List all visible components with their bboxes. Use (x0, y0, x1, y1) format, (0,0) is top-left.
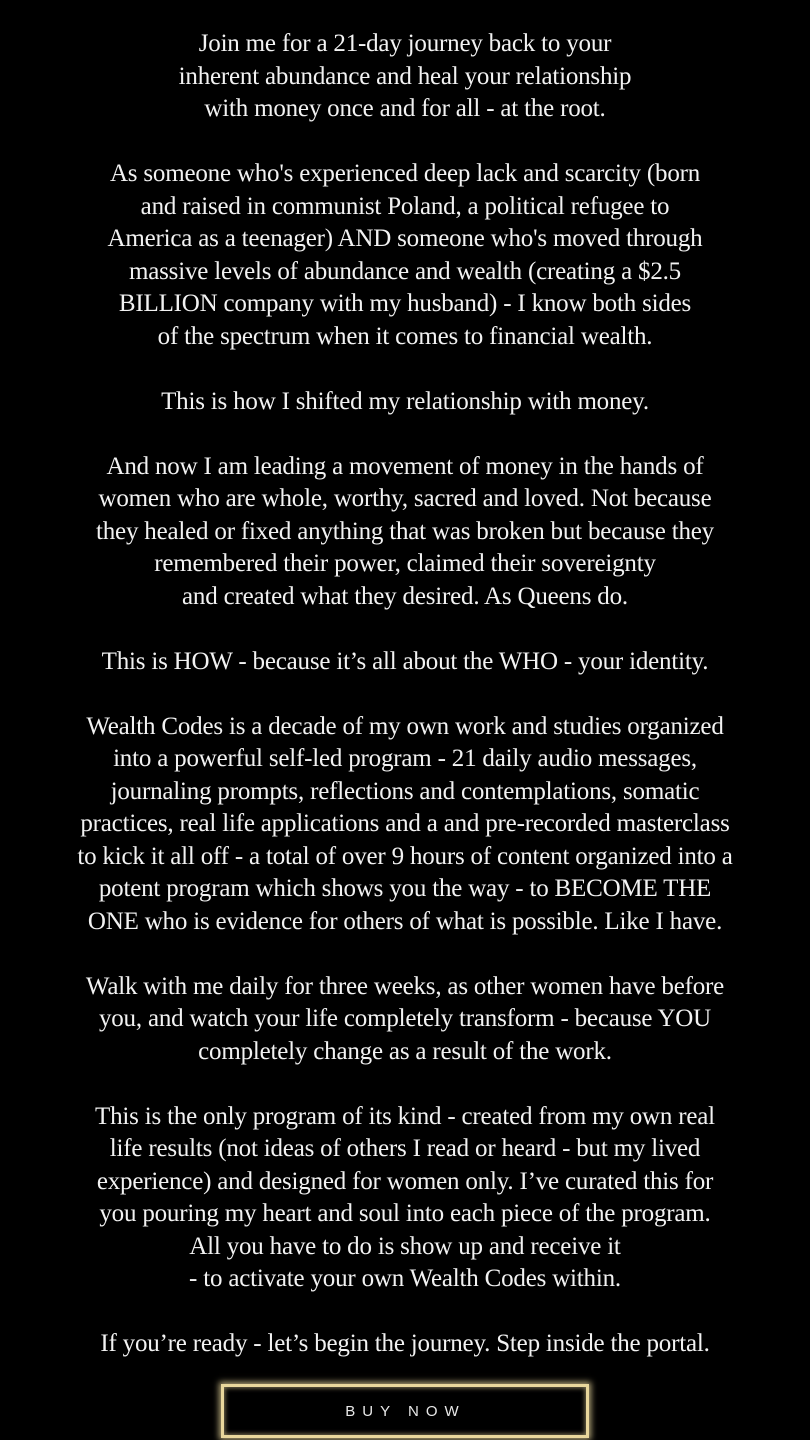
text-line: life results (not ideas of others I read or heard - but my lived (109, 1135, 701, 1162)
text-line: ONE who is evidence for others of what is possible. Like I have. (87, 907, 723, 935)
uniqueness-paragraph (0, 1101, 810, 1296)
text-line: And now I am leading a movement of money in the hands of (106, 452, 704, 480)
text-line: and raised in communist Poland, a political refugee to (140, 192, 670, 220)
text-line: As someone who's experienced deep lack and scarcity (born (109, 160, 701, 187)
text-line: you pouring my heart and soul into each piece of the program. (99, 1200, 711, 1227)
shift-paragraph (0, 386, 810, 419)
text-line: inherent abundance and heal your relationship (178, 62, 632, 90)
text-line: of the spectrum when it comes to financial wealth. (157, 322, 653, 350)
invitation-paragraph (0, 971, 810, 1069)
program-description-paragraph (0, 711, 810, 939)
text-line: This is the only program of its kind - created from my own real (95, 1102, 715, 1130)
text-line: women who are whole, worthy, sacred and loved. Not because (98, 485, 712, 512)
text-line: - to activate your own Wealth Codes within. (189, 1265, 621, 1292)
intro-paragraph (0, 28, 810, 126)
text-line: Join me for a 21-day journey back to your (198, 30, 612, 57)
text-line: to kick it all off - a total of over 9 hours of content organized into a (77, 842, 733, 870)
closing-paragraph (0, 1328, 810, 1361)
buy-now-button[interactable]: BUY NOW (221, 1384, 589, 1438)
movement-paragraph (0, 451, 810, 614)
backstory-paragraph (0, 158, 810, 353)
text-line: with money once and for all - at the root. (204, 95, 606, 122)
text-line: you, and watch your life completely transform - because YOU (98, 1005, 712, 1032)
text-line: Wealth Codes is a decade of my own work and studies organized (86, 712, 724, 740)
sales-copy (0, 28, 810, 1393)
text-line: massive levels of abundance and wealth (creating a $2.5 (129, 257, 681, 285)
text-line: remembered their power, claimed their sovereignty (154, 550, 656, 577)
text-line: potent program which shows you the way - to BECOME THE (98, 875, 712, 902)
text-line: This is how I shifted my relationship with money. (161, 387, 649, 415)
text-line: If you’re ready - let’s begin the journey. Step inside the portal. (100, 1330, 710, 1357)
text-line: BILLION company with my husband) - I know both sides (118, 290, 692, 317)
text-line: completely change as a result of the work. (198, 1037, 612, 1065)
text-line: practices, real life applications and a and pre-recorded masterclass (80, 810, 730, 837)
text-line: experience) and designed for women only. I’ve curated this for (96, 1167, 714, 1195)
text-line: America as a teenager) AND someone who's moved through (107, 225, 703, 252)
text-line: into a powerful self-led program - 21 daily audio messages, (113, 745, 697, 772)
text-line: and created what they desired. As Queens do. (182, 582, 628, 610)
text-line: This is HOW - because it’s all about the WHO - your identity. (101, 647, 709, 675)
text-line: they healed or fixed anything that was broken but because they (96, 517, 714, 545)
text-line: Walk with me daily for three weeks, as other women have before (85, 972, 725, 1000)
cta-container (221, 1384, 589, 1438)
identity-paragraph (0, 646, 810, 679)
text-line: journaling prompts, reflections and contemplations, somatic (110, 777, 700, 805)
text-line: All you have to do is show up and receive it (189, 1232, 621, 1260)
